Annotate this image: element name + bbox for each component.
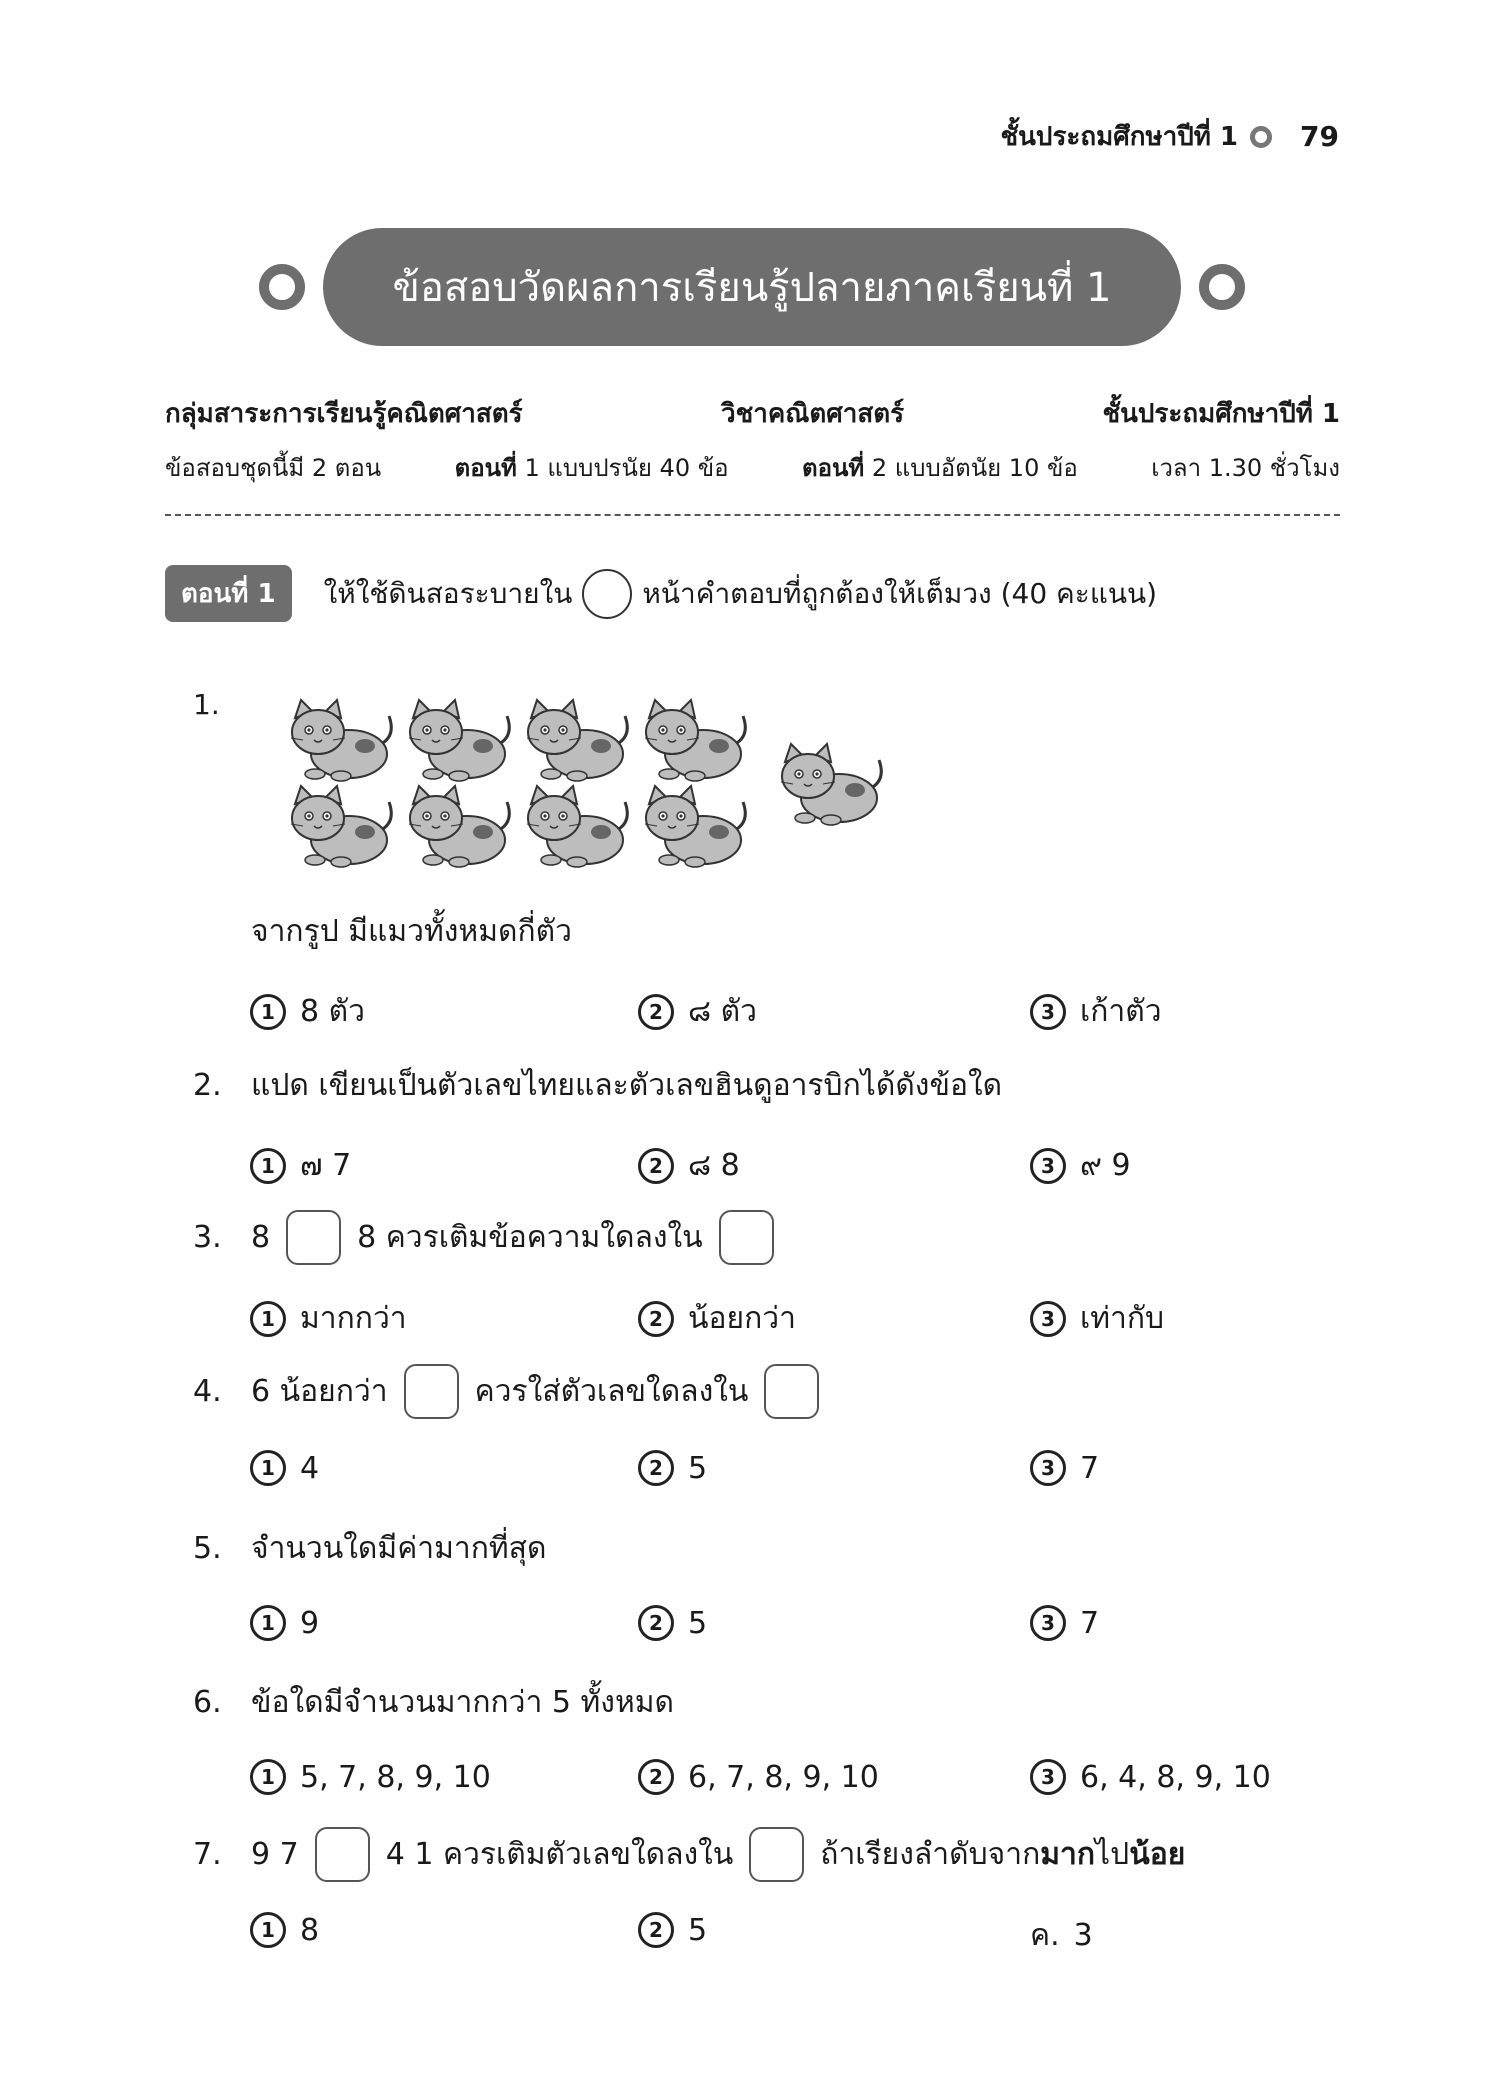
q1-option-1[interactable]: 1 8 ตัว xyxy=(250,988,365,1035)
exam-title: ข้อสอบวัดผลการเรียนรู้ปลายภาคเรียนที่ 1 xyxy=(323,228,1181,346)
q3-option-2[interactable]: 2 น้อยกว่า xyxy=(638,1295,796,1342)
q4-option-3[interactable]: 3 7 xyxy=(1030,1450,1099,1486)
q5-option-2[interactable]: 2 5 xyxy=(638,1605,707,1641)
option-badge-1: 1 xyxy=(250,994,286,1030)
q7-option-1[interactable]: 1 8 xyxy=(250,1912,319,1948)
cat-3 xyxy=(527,700,627,781)
question-6 xyxy=(193,1679,674,1726)
q6-option-1[interactable]: 1 5, 7, 8, 9, 10 xyxy=(250,1759,491,1795)
question-3: 3. 8 8 ควรเติมข้อความใดลงใน xyxy=(193,1210,790,1265)
page-number: 79 xyxy=(1300,120,1339,153)
question-1-text: จากรูป มีแมวทั้งหมดกี่ตัว xyxy=(251,914,572,949)
cat-8 xyxy=(645,786,745,867)
question-4-number: 4. xyxy=(193,1374,222,1409)
cat-7 xyxy=(527,786,627,867)
q6-option-3[interactable]: 3 6, 4, 8, 9, 10 xyxy=(1030,1759,1271,1795)
blank-box xyxy=(286,1210,341,1265)
question-3-number: 3. xyxy=(193,1220,222,1255)
q5-option-3[interactable]: 3 7 xyxy=(1030,1605,1099,1641)
blank-box-ref xyxy=(719,1210,774,1265)
grade-level: ชั้นประถมศึกษาปีที่ 1 xyxy=(1102,399,1340,429)
subject-name: วิชาคณิตศาสตร์ xyxy=(720,399,905,429)
blank-box xyxy=(315,1827,370,1882)
cat-2 xyxy=(409,700,509,781)
title-banner xyxy=(0,228,1504,346)
q4-option-2[interactable]: 2 5 xyxy=(638,1450,707,1486)
q2-option-2[interactable]: 2 ๘ 8 xyxy=(638,1142,740,1189)
instruction-text-b: หน้าคำตอบที่ถูกต้องให้เต็มวง (40 คะแนน) xyxy=(642,576,1158,610)
part1-badge: ตอนที่ 1 xyxy=(165,565,292,622)
option-badge-3: 3 xyxy=(1030,994,1066,1030)
part1-instruction xyxy=(165,565,1157,622)
right-ring-icon xyxy=(1199,264,1245,310)
question-7-number: 7. xyxy=(193,1837,222,1872)
question-5-text: จำนวนใดมีค่ามากที่สุด xyxy=(251,1531,547,1566)
header-grade: ชั้นประถมศึกษาปีที่ 1 xyxy=(1000,122,1239,152)
dashed-divider xyxy=(165,514,1340,516)
question-6-number: 6. xyxy=(193,1685,222,1720)
cats-illustration xyxy=(285,690,905,870)
q3-option-1[interactable]: 1 มากกว่า xyxy=(250,1295,407,1342)
question-2 xyxy=(193,1062,1002,1109)
question-2-number: 2. xyxy=(193,1068,222,1103)
subject-group: กลุ่มสาระการเรียนรู้คณิตศาสตร์ xyxy=(165,399,523,429)
q1-option-2[interactable]: 2 ๘ ตัว xyxy=(638,988,757,1035)
q3-option-3[interactable]: 3 เท่ากับ xyxy=(1030,1295,1164,1342)
q2-option-1[interactable]: 1 ๗ 7 xyxy=(250,1142,351,1189)
time-limit: เวลา 1.30 ชั่วโมง xyxy=(1151,454,1340,482)
left-ring-icon xyxy=(259,264,305,310)
blank-box-ref xyxy=(764,1364,819,1419)
question-6-text: ข้อใดมีจำนวนมากกว่า 5 ทั้งหมด xyxy=(251,1685,674,1720)
question-5 xyxy=(193,1525,546,1572)
cat-9 xyxy=(781,744,881,825)
question-4: 4. 6 น้อยกว่า ควรใส่ตัวเลขใดลงใน xyxy=(193,1364,835,1419)
cat-5 xyxy=(291,786,391,867)
option-badge-2: 2 xyxy=(638,994,674,1030)
question-1-number: 1. xyxy=(193,688,220,721)
q2-option-3[interactable]: 3 ๙ 9 xyxy=(1030,1142,1131,1189)
exam-info-row-1 xyxy=(165,393,1340,434)
option-prefix-kho: ค. xyxy=(1030,1918,1060,1953)
blank-box xyxy=(404,1364,459,1419)
exam-info-row-2 xyxy=(165,448,1340,487)
page-header xyxy=(1001,116,1339,157)
q1-option-3[interactable]: 3 เก้าตัว xyxy=(1030,988,1162,1035)
question-7: 7. 9 7 4 1 ควรเติมตัวเลขใดลงใน ถ้าเรียงลำดับจาก มาก ไป น้อย xyxy=(193,1827,1185,1882)
cat-4 xyxy=(645,700,745,781)
q7-option-3[interactable]: ค. 3 xyxy=(1030,1912,1093,1959)
blank-box-ref xyxy=(749,1827,804,1882)
answer-circle-icon xyxy=(582,569,632,619)
instruction-text-a: ให้ใช้ดินสอระบายใน xyxy=(323,576,573,610)
parts-count: ข้อสอบชุดนี้มี 2 ตอน xyxy=(165,454,382,482)
q4-option-1[interactable]: 1 4 xyxy=(250,1450,319,1486)
bullet-ring-icon xyxy=(1250,126,1272,148)
q5-option-1[interactable]: 1 9 xyxy=(250,1605,319,1641)
question-2-text: แปด เขียนเป็นตัวเลขไทยและตัวเลขฮินดูอารบิกได้ดังข้อใด xyxy=(251,1068,1003,1103)
q7-option-2[interactable]: 2 5 xyxy=(638,1912,707,1948)
cat-6 xyxy=(409,786,509,867)
q6-option-2[interactable]: 2 6, 7, 8, 9, 10 xyxy=(638,1759,879,1795)
part1-desc: ตอนที่ 1 แบบปรนัย 40 ข้อ xyxy=(454,454,729,482)
cat-1 xyxy=(291,700,391,781)
question-5-number: 5. xyxy=(193,1531,222,1566)
part2-desc: ตอนที่ 2 แบบอัตนัย 10 ข้อ xyxy=(801,454,1078,482)
